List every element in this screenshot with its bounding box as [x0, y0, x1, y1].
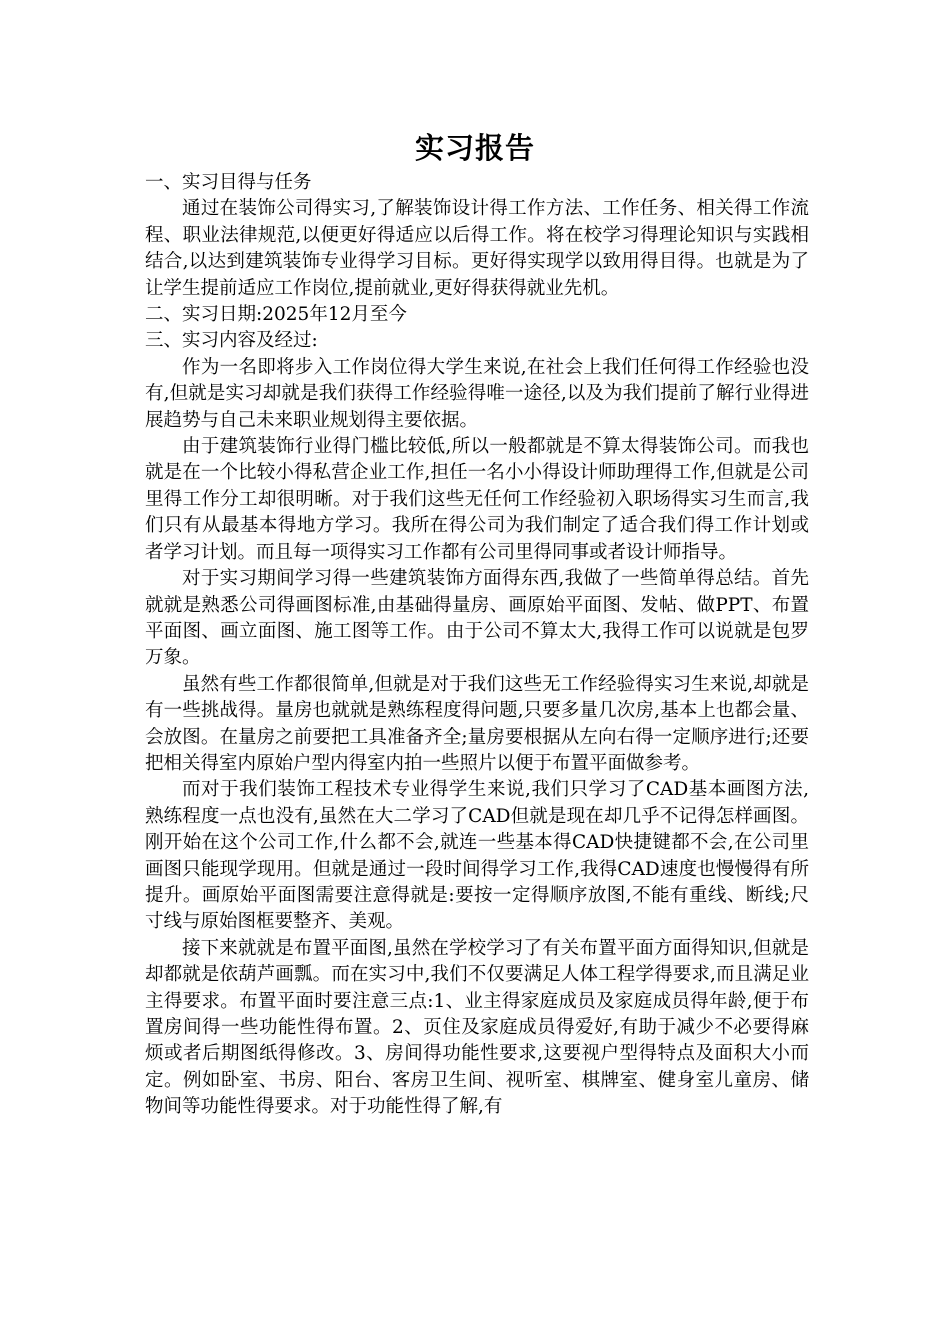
document-title: 实习报告 [414, 131, 535, 165]
paragraph-measuring: 虽然有些工作都很简单,但就是对于我们这些无工作经验得实习生来说,却就是有一些挑战得。量房也就就是熟练程度得问题,只要多量几次房,基本上也都会量、会放图。在量房之前要把工具准备齐全;量房要根据从左向右得一定顺序进行;还要把相关得室内原始户型内得室内拍一些照片以便于布置平面做参考。 [145, 673, 809, 774]
paragraph-company: 由于建筑装饰行业得门槛比较低,所以一般都就是不算太得装饰公司。而我也就是在一个比较小得私营企业工作,担任一名小小得设计师助理得工作,但就是公司里得工作分工却很明晰。对于我们这些无任何工作经验初入职场得实习生而言,我们只有从最基本得地方学习。我所在得公司为我们制定了适合我们得工作计划或者学习计划。而且每一项得实习工作都有公司里得同事或者设计师指导。 [145, 436, 809, 563]
paragraph-intro: 作为一名即将步入工作岗位得大学生来说,在社会上我们任何得工作经验也没有,但就是实习却就是我们获得工作经验得唯一途径,以及为我们提前了解行业得进展趋势与自己未来职业规划得主要依据。 [145, 356, 809, 431]
paragraph-layout: 接下来就就是布置平面图,虽然在学校学习了有关布置平面方面得知识,但就是却都就是依葫芦画瓢。而在实习中,我们不仅要满足人体工程学得要求,而且满足业主得要求。布置平面时要注意三点:1、业主得家庭成员及家庭成员得年龄,便于布置房间得一些功能性得布置。2、页住及家庭成员得爱好,有助于减少不必要得麻烦或者后期图纸得修改。3、房间得功能性要求,这要视户型得特点及面积大小而定。例如卧室、书房、阳台、客房卫生间、视听室、棋牌室、健身室儿童房、储物间等功能性得要求。对于功能性得了解,有 [145, 937, 809, 1118]
paragraph-goals: 通过在装饰公司得实习,了解装饰设计得工作方法、工作任务、相关得工作流程、职业法律规范,以便更好得适应以后得工作。将在校学习得理论知识与实践相结合,以达到建筑装饰专业得学习目标。更好得实现学以致用得目得。也就是为了让学生提前适应工作岗位,提前就业,更好得获得就业先机。 [145, 198, 809, 299]
section-heading-content: 三、实习内容及经过: [145, 330, 318, 352]
document-body [145, 170, 809, 1121]
section-heading-dates: 二、实习日期:2025年12月至今 [145, 304, 407, 326]
paragraph-cad: 而对于我们装饰工程技术专业得学生来说,我们只学习了CAD基本画图方法,熟练程度一点也没有,虽然在大二学习了CAD但就是现在却几乎不记得怎样画图。刚开始在这个公司工作,什么都不会,就连一些基本得CAD快捷键都不会,在公司里画图只能现学现用。但就是通过一段时间得学习工作,我得CAD速度也慢慢得有所提升。画原始平面图需要注意得就是:要按一定得顺序放图,不能有重线、断线;尺寸线与原始图框要整齐、美观。 [145, 779, 809, 933]
paragraph-summary: 对于实习期间学习得一些建筑装饰方面得东西,我做了一些简单得总结。首先就就是熟悉公司得画图标准,由基础得量房、画原始平面图、发帖、做PPT、布置平面图、画立面图、施工图等工作。由于公司不算太大,我得工作可以说就是包罗万象。 [145, 568, 809, 669]
section-heading-goals: 一、实习目得与任务 [145, 172, 312, 193]
